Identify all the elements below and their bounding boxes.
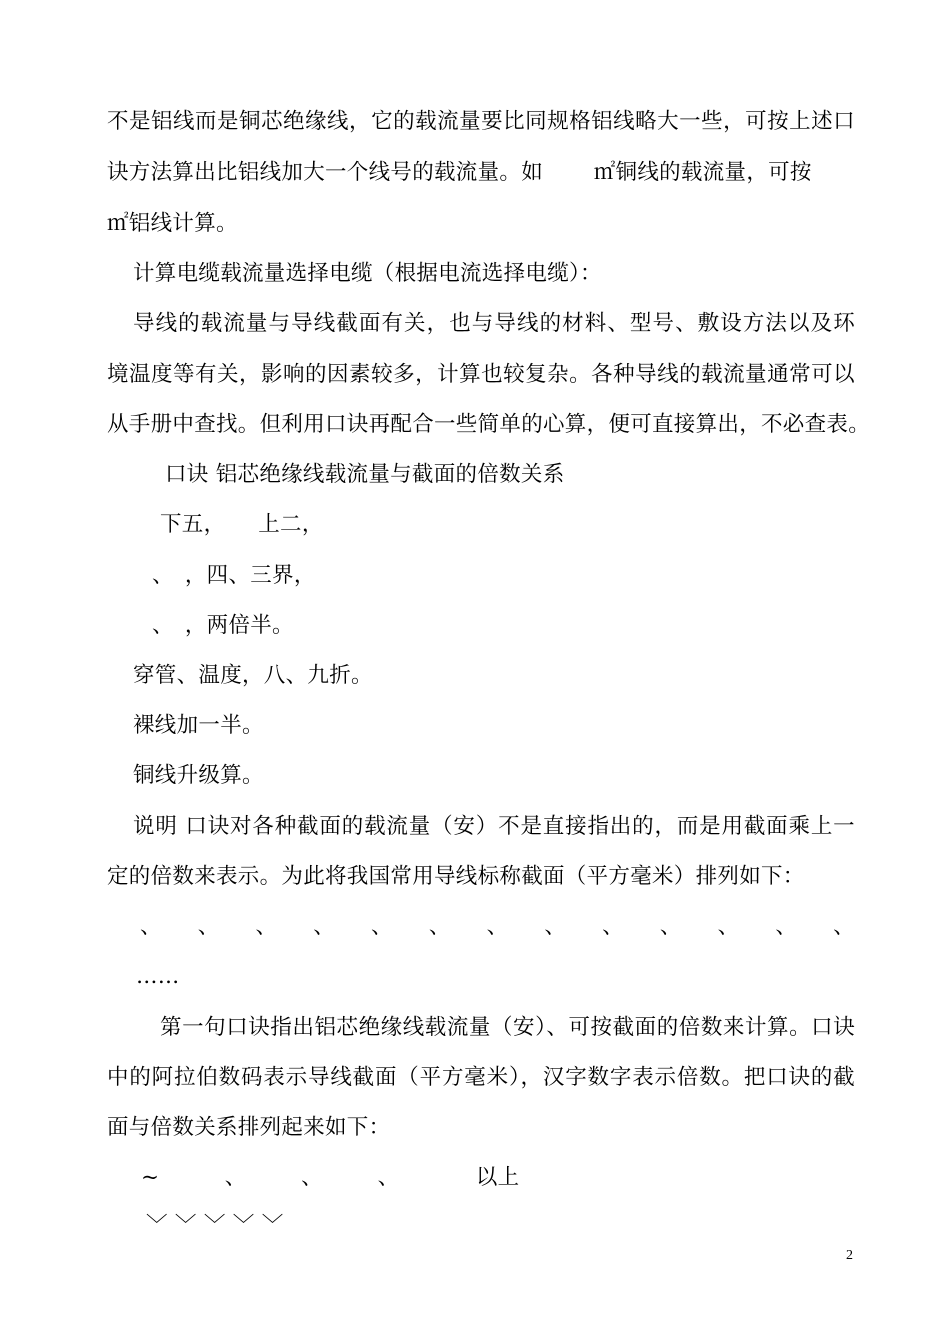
mnemonic-line: 裸线加一半。 [133, 713, 264, 738]
body-line: 中的阿拉伯数码表示导线截面（平方毫米），汉字数字表示倍数。把口诀的截 [107, 1065, 855, 1090]
body-line: 不是铝线而是铜芯绝缘线，它的载流量要比同规格铝线略大一些，可按上述口 [107, 109, 855, 134]
body-line: 第一句口诀指出铝芯绝缘线载流量（安）、可按截面的倍数来计算。口诀 [160, 1015, 855, 1040]
body-line: 境温度等有关，影响的因素较多，计算也较复杂。各种导线的载流量通常可以 [107, 362, 855, 387]
mnemonic-line: 铜线升级算。 [133, 763, 264, 788]
body-line: 面与倍数关系排列起来如下： [107, 1115, 391, 1140]
body-line: 诀方法算出比铝线加大一个线号的载流量。如 ㎡铜线的载流量，可按 [107, 160, 812, 185]
mnemonic-line: 穿管、温度，八、九折。 [133, 663, 373, 688]
section-list-line: 、 、 、 、 、 、 、 、 、 、 、 、 、 [140, 914, 855, 939]
mnemonic-title: 口诀 铝芯绝缘线载流量与截面的倍数关系 [165, 462, 565, 487]
body-line: ㎡铝线计算。 [107, 211, 238, 236]
body-line: 导线的载流量与导线截面有关，也与导线的材料、型号、敷设方法以及环 [133, 311, 855, 336]
page-number: 2 [846, 1248, 853, 1263]
body-line: 定的倍数来表示。为此将我国常用导线标称截面（平方毫米）排列如下： [107, 864, 805, 889]
ellipsis-line: …… [136, 964, 180, 989]
mnemonic-line: 下五， 上二， [160, 512, 324, 537]
body-line: 说明 口诀对各种截面的载流量（安）不是直接指出的，而是用截面乘上一 [133, 814, 855, 839]
body-line: 从手册中查找。但利用口诀再配合一些简单的心算，便可直接算出，不必查表。 [107, 412, 871, 437]
body-line: 计算电缆载流量选择电缆（根据电流选择电缆）： [133, 261, 602, 286]
mnemonic-line: 、 ，两倍半。 [152, 613, 294, 638]
range-line: ~ 、 、 、 以上 [141, 1165, 520, 1190]
mnemonic-line: 、 ，四、三界， [152, 563, 316, 588]
bracket-line: ﹀ ﹀ ﹀ ﹀ ﹀ [146, 1213, 284, 1238]
